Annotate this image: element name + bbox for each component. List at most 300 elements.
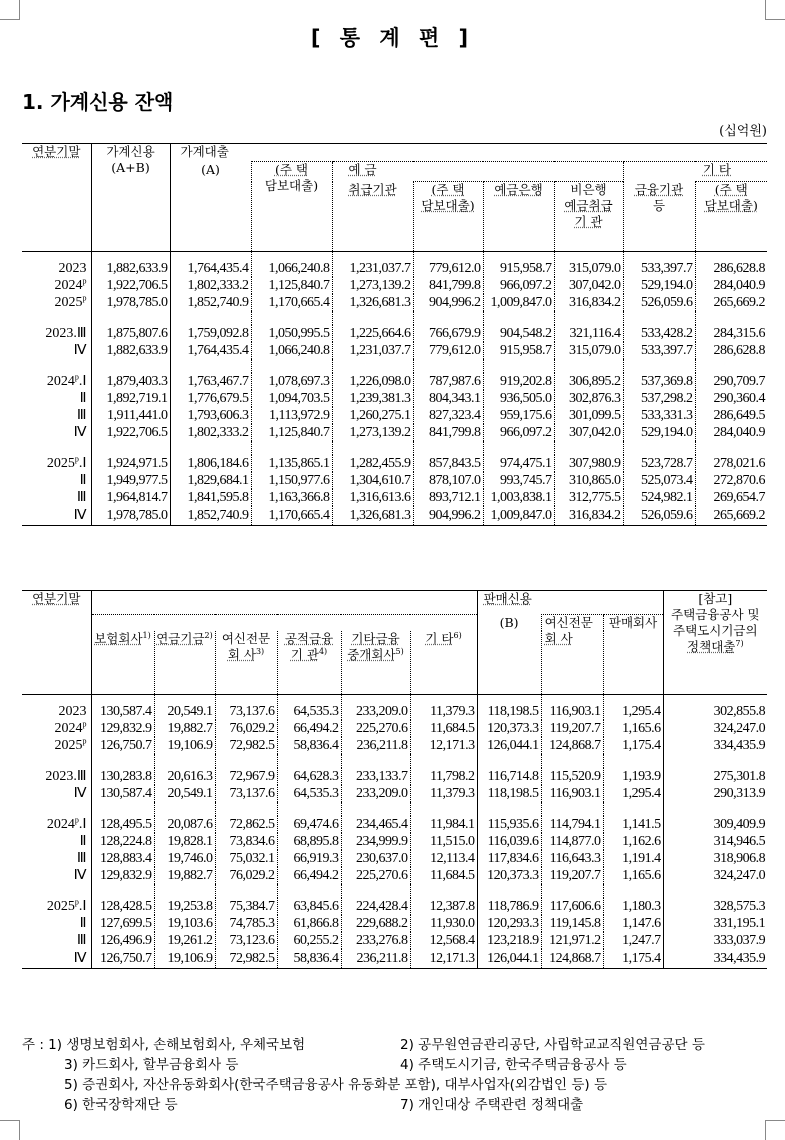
table-cell: 116,643.3 — [541, 850, 603, 867]
table-cell: 230,637.0 — [341, 850, 410, 867]
table-cell: 878,107.0 — [413, 472, 483, 489]
table-cell: 128,495.5 — [91, 816, 154, 833]
table-cell: 1,776,679.5 — [170, 390, 251, 407]
table-cell: 324,247.0 — [663, 867, 767, 884]
table-cell: 974,475.1 — [483, 455, 554, 472]
period-label: 2025$^p$.Ⅰ — [46, 897, 87, 914]
table-cell: 290,313.9 — [663, 785, 767, 802]
table-cell: 1,829,684.1 — [170, 472, 251, 489]
table-row — [22, 720, 767, 737]
nonbank-header-1: 비은행 — [570, 182, 607, 197]
etc-header: 기 타 — [425, 630, 454, 646]
table-cell: 234,465.4 — [341, 816, 410, 833]
table-cell: 779,612.0 — [413, 252, 483, 278]
table-cell: 11,930.0 — [410, 915, 477, 932]
table-cell: 58,836.4 — [277, 737, 341, 754]
table-cell: 1,009,847.0 — [483, 506, 554, 525]
table-cell: 116,903.1 — [541, 695, 603, 721]
table-cell: 1,806,184.6 — [170, 455, 251, 472]
table-cell: 290,360.4 — [695, 390, 767, 407]
housing-header-2a: (주 택 — [431, 182, 465, 197]
banks-header: 예금은행 — [494, 182, 543, 197]
table-cell: 236,211.8 — [341, 949, 410, 968]
period-label: Ⅲ — [76, 933, 87, 948]
table-cell: 19,882.7 — [154, 720, 215, 737]
table-cell: 904,996.2 — [413, 294, 483, 311]
table-cell: 331,195.1 — [663, 915, 767, 932]
table-cell: 1,193.9 — [603, 768, 663, 785]
table-cell: 129,832.9 — [91, 867, 154, 884]
deposit-sub-header: 취급기관 — [348, 181, 397, 197]
table-cell: 827,323.4 — [413, 407, 483, 424]
period-label: 2023 — [58, 261, 87, 276]
period-label: Ⅲ — [76, 408, 87, 423]
table-cell: 533,397.7 — [623, 342, 695, 359]
table-cell: 1,875,807.6 — [91, 325, 170, 342]
table-row — [22, 342, 767, 359]
period-label: Ⅳ — [73, 786, 87, 801]
table-cell: 316,834.2 — [554, 294, 623, 311]
table-cell: 68,895.8 — [277, 833, 341, 850]
table-cell: 66,494.2 — [277, 720, 341, 737]
table-cell: 529,194.0 — [623, 277, 695, 294]
table-cell: 307,980.9 — [554, 455, 623, 472]
table-row — [22, 850, 767, 867]
table-cell: 307,042.0 — [554, 277, 623, 294]
table-cell: 1,852,740.9 — [170, 506, 251, 525]
table-cell: 130,283.8 — [91, 768, 154, 785]
table-cell: 1,793,606.3 — [170, 407, 251, 424]
otherfi-header-2: 중개회사 — [347, 646, 396, 662]
table-cell: 1,882,633.9 — [91, 342, 170, 359]
table-cell: 73,834.6 — [215, 833, 277, 850]
table-cell: 11,684.5 — [410, 720, 477, 737]
table-cell: 316,834.2 — [554, 506, 623, 525]
table-cell: 290,709.7 — [695, 373, 767, 390]
table-cell: 233,209.0 — [341, 695, 410, 721]
table-cell: 76,029.2 — [215, 720, 277, 737]
table-cell: 73,123.6 — [215, 932, 277, 949]
table-cell: 537,369.8 — [623, 373, 695, 390]
table-cell: 114,877.0 — [541, 833, 603, 850]
card-header-1: 여신전문 — [221, 630, 271, 646]
etc-note: 6) — [453, 630, 462, 640]
table-cell: 120,373.3 — [477, 720, 541, 737]
table-cell: 1,802,333.2 — [170, 424, 251, 441]
footnote: 주 : 1) 생명보험회사, 손해보험회사, 우체국보험 — [22, 1037, 306, 1053]
table-cell: 314,946.5 — [663, 833, 767, 850]
table-cell: 333,037.9 — [663, 932, 767, 949]
table-cell: 284,040.9 — [695, 277, 767, 294]
table-cell: 1,949,977.5 — [91, 472, 170, 489]
sales-company-header: 판매회사 — [608, 615, 658, 630]
period-label: 2024$^p$ — [54, 276, 87, 293]
table-cell: 114,794.1 — [541, 816, 603, 833]
table-cell: 1,295.4 — [603, 785, 663, 802]
table-cell: 19,261.2 — [154, 932, 215, 949]
table-cell: 993,745.7 — [483, 472, 554, 489]
table-cell: 959,175.6 — [483, 407, 554, 424]
table-cell: 1,170,665.4 — [251, 506, 332, 525]
table-cell: 309,409.9 — [663, 816, 767, 833]
other-fi-sub-2: 등 — [652, 197, 666, 213]
period-label: 2024$^p$.Ⅰ — [46, 372, 87, 389]
table-cell: 1,165.6 — [603, 720, 663, 737]
table-cell: 64,628.3 — [277, 768, 341, 785]
table-cell: 1,125,840.7 — [251, 424, 332, 441]
period-header: 연분기말 — [32, 144, 81, 159]
table-cell: 315,079.0 — [554, 342, 623, 359]
ref-header-4: 정책대출 — [687, 639, 736, 654]
table-row — [22, 737, 767, 754]
table-row — [22, 768, 767, 785]
table-cell: 11,684.5 — [410, 867, 477, 884]
table-cell: 74,785.3 — [215, 915, 277, 932]
table-cell: 126,044.1 — [477, 737, 541, 754]
unit-label: (십억원) — [719, 124, 767, 139]
table-cell: 1,009,847.0 — [483, 294, 554, 311]
table-cell: 117,606.6 — [541, 898, 603, 915]
housing-header-2b: 담보대출) — [421, 198, 475, 213]
table-cell: 118,198.5 — [477, 695, 541, 721]
other-fi-header: 기 타 — [702, 162, 731, 177]
table-cell: 1,135,865.1 — [251, 455, 332, 472]
table-cell: 126,750.7 — [91, 737, 154, 754]
table-cell: 1,247.7 — [603, 932, 663, 949]
table-cell: 1,763,467.7 — [170, 373, 251, 390]
period-label: Ⅳ — [73, 343, 87, 358]
section-title: 1. 가계신용 잔액 — [22, 90, 174, 114]
footnote: 2) 공무원연금관리공단, 사립학교교직원연금공단 등 — [400, 1037, 705, 1053]
table-cell: 11,379.3 — [410, 695, 477, 721]
group-spacer — [22, 884, 767, 898]
table-row — [22, 373, 767, 390]
table-cell: 334,435.9 — [663, 949, 767, 968]
table-cell: 1,922,706.5 — [91, 424, 170, 441]
table-cell: 233,133.7 — [341, 768, 410, 785]
table-cell: 11,515.0 — [410, 833, 477, 850]
table-cell: 19,746.0 — [154, 850, 215, 867]
table-cell: 523,728.7 — [623, 455, 695, 472]
table-cell: 1,175.4 — [603, 949, 663, 968]
table-cell: 115,520.9 — [541, 768, 603, 785]
table-cell: 119,207.7 — [541, 720, 603, 737]
table-cell: 12,171.3 — [410, 949, 477, 968]
table-cell: 904,548.2 — [483, 325, 554, 342]
table-cell: 12,171.3 — [410, 737, 477, 754]
footnotes — [22, 1035, 772, 1115]
period-label: Ⅱ — [79, 473, 87, 488]
table-cell: 306,895.2 — [554, 373, 623, 390]
table-cell: 12,113.4 — [410, 850, 477, 867]
table-cell: 73,137.6 — [215, 695, 277, 721]
table-cell: 1,879,403.3 — [91, 373, 170, 390]
table-cell: 1,165.6 — [603, 867, 663, 884]
table-cell: 236,211.8 — [341, 737, 410, 754]
table-cell: 1,892,719.1 — [91, 390, 170, 407]
table-cell: 76,029.2 — [215, 867, 277, 884]
table-cell: 1,304,610.7 — [332, 472, 413, 489]
period-label: 2025$^p$ — [54, 293, 87, 310]
group-spacer — [22, 359, 767, 373]
table-cell: 1,764,435.4 — [170, 252, 251, 278]
table-cell: 533,331.3 — [623, 407, 695, 424]
table-cell: 272,870.6 — [695, 472, 767, 489]
table-cell: 286,649.5 — [695, 407, 767, 424]
table-row — [22, 489, 767, 506]
table-cell: 75,032.1 — [215, 850, 277, 867]
table-cell: 60,255.2 — [277, 932, 341, 949]
footnote-row — [22, 1095, 772, 1115]
table-cell: 1,911,441.0 — [91, 407, 170, 424]
group-spacer — [22, 802, 767, 816]
table-cell: 334,435.9 — [663, 737, 767, 754]
ref-header-1: [참고] — [698, 591, 733, 606]
public-header-1: 공적금융 — [284, 630, 334, 646]
crop-mark-bottom-left — [0, 1120, 20, 1140]
footnote: 6) 한국장학재단 등 — [64, 1097, 178, 1113]
table-cell: 1,163,366.8 — [251, 489, 332, 506]
ref-header-3: 주택도시기금의 — [673, 623, 758, 638]
table-cell: 533,397.7 — [623, 252, 695, 278]
table-cell: 19,106.9 — [154, 737, 215, 754]
table-cell: 1,282,455.9 — [332, 455, 413, 472]
table2-body — [22, 695, 767, 969]
table-cell: 64,535.3 — [277, 785, 341, 802]
table-cell: 275,301.8 — [663, 768, 767, 785]
table-row — [22, 455, 767, 472]
table-cell: 904,996.2 — [413, 506, 483, 525]
table-cell: 63,845.6 — [277, 898, 341, 915]
table-cell: 19,828.1 — [154, 833, 215, 850]
table-row — [22, 472, 767, 489]
table-cell: 66,919.3 — [277, 850, 341, 867]
table-cell: 1,180.3 — [603, 898, 663, 915]
table-cell: 118,198.5 — [477, 785, 541, 802]
period-label: 2023.Ⅲ — [45, 769, 87, 784]
table-cell: 278,021.6 — [695, 455, 767, 472]
table-row — [22, 390, 767, 407]
table-cell: 126,496.9 — [91, 932, 154, 949]
table-cell: 19,103.6 — [154, 915, 215, 932]
table-cell: 1,978,785.0 — [91, 506, 170, 525]
table-cell: 130,587.4 — [91, 785, 154, 802]
table-cell: 12,568.4 — [410, 932, 477, 949]
table-cell: 537,298.2 — [623, 390, 695, 407]
table-cell: 123,218.9 — [477, 932, 541, 949]
sales-sub-header: (B) — [499, 614, 519, 630]
table-cell: 1,066,240.8 — [251, 342, 332, 359]
table-cell: 1,764,435.4 — [170, 342, 251, 359]
table-cell: 1,326,681.3 — [332, 506, 413, 525]
table-cell: 1,922,706.5 — [91, 277, 170, 294]
housing-header-1b: 담보대출) — [264, 178, 319, 193]
table-cell: 318,906.8 — [663, 850, 767, 867]
table-cell: 915,958.7 — [483, 252, 554, 278]
group-spacer — [22, 441, 767, 455]
table-cell: 324,247.0 — [663, 720, 767, 737]
table-cell: 966,097.2 — [483, 424, 554, 441]
public-header-2: 기 관 — [290, 646, 319, 662]
table-cell: 1,759,092.8 — [170, 325, 251, 342]
housing-header-3a: (주 택 — [714, 182, 748, 197]
table-cell: 533,428.2 — [623, 325, 695, 342]
table-cell: 11,798.2 — [410, 768, 477, 785]
table-cell: 64,535.3 — [277, 695, 341, 721]
sales-card-1: 여신전문 — [544, 615, 593, 630]
table-cell: 328,575.3 — [663, 898, 767, 915]
table-cell: 1,273,139.2 — [332, 277, 413, 294]
table-row — [22, 294, 767, 311]
table-cell: 225,270.6 — [341, 867, 410, 884]
table-cell: 11,984.1 — [410, 816, 477, 833]
table-cell: 286,628.8 — [695, 342, 767, 359]
table-cell: 1,150,977.6 — [251, 472, 332, 489]
table-cell: 1,175.4 — [603, 737, 663, 754]
table-cell: 75,384.7 — [215, 898, 277, 915]
table-cell: 315,079.0 — [554, 252, 623, 278]
table-cell: 1,882,633.9 — [91, 252, 170, 278]
table-cell: 1,852,740.9 — [170, 294, 251, 311]
table-cell: 312,775.5 — [554, 489, 623, 506]
table-cell: 120,373.3 — [477, 867, 541, 884]
table-cell: 120,293.3 — [477, 915, 541, 932]
footnote: 5) 증권회사, 자산유동화회사(한국주택금융공사 유동화분 포함), 대부사업자(외감법인 등) 등 — [64, 1077, 608, 1093]
table-cell: 301,099.5 — [554, 407, 623, 424]
nonbank-header-3: 기 관 — [574, 214, 603, 229]
period-label: Ⅳ — [22, 949, 91, 968]
period-label: Ⅱ — [79, 834, 87, 849]
table-cell: 116,039.6 — [477, 833, 541, 850]
table-cell: 1,078,697.3 — [251, 373, 332, 390]
table-cell: 1,141.5 — [603, 816, 663, 833]
table-cell: 787,987.6 — [413, 373, 483, 390]
table-cell: 233,209.0 — [341, 785, 410, 802]
period-label: 2025$^p$.Ⅰ — [46, 454, 87, 471]
table-cell: 72,982.5 — [215, 737, 277, 754]
crop-mark-top-right — [765, 0, 785, 20]
table-cell: 1,003,838.1 — [483, 489, 554, 506]
table-cell: 321,116.4 — [554, 325, 623, 342]
otherfi-header-1: 기타금융 — [351, 630, 400, 646]
period-label: 2023.Ⅲ — [45, 326, 87, 341]
period-label: 2023 — [58, 704, 87, 719]
table-cell: 1,113,972.9 — [251, 407, 332, 424]
footnote: 4) 주택도시기금, 한국주택금융공사 등 — [400, 1057, 627, 1073]
table-cell: 117,834.6 — [477, 850, 541, 867]
footnote-row — [22, 1055, 772, 1075]
crop-mark-top-left — [0, 0, 20, 20]
period-label: Ⅲ — [76, 490, 87, 505]
period-label: Ⅲ — [76, 851, 87, 866]
table-cell: 12,387.8 — [410, 898, 477, 915]
table-cell: 857,843.5 — [413, 455, 483, 472]
period-header-2: 연분기말 — [32, 591, 81, 606]
table-cell: 116,714.8 — [477, 768, 541, 785]
table-cell: 119,207.7 — [541, 867, 603, 884]
table-cell: 1,094,703.5 — [251, 390, 332, 407]
table-cell: 20,549.1 — [154, 695, 215, 721]
public-note: 4) — [318, 646, 328, 656]
housing-header-1a: (주 택 — [274, 162, 308, 177]
table-cell: 124,868.7 — [541, 737, 603, 754]
period-label: Ⅱ — [79, 391, 87, 406]
table-row — [22, 785, 767, 802]
table-cell: 127,699.5 — [91, 915, 154, 932]
table-cell: 19,882.7 — [154, 867, 215, 884]
loans-sub-header: (A) — [201, 161, 220, 177]
nonbank-header-2: 예금취급 — [564, 198, 613, 213]
table-cell: 1,239,381.3 — [332, 390, 413, 407]
footnote: 3) 카드회사, 할부금융회사 등 — [64, 1057, 239, 1073]
period-label: 2025$^p$ — [54, 736, 87, 753]
table-cell: 129,832.9 — [91, 720, 154, 737]
table-cell: 119,145.8 — [541, 915, 603, 932]
table-cell: 1,273,139.2 — [332, 424, 413, 441]
household-credit-table-2 — [22, 590, 767, 969]
table-cell: 966,097.2 — [483, 277, 554, 294]
table-cell: 118,786.9 — [477, 898, 541, 915]
table-cell: 284,040.9 — [695, 424, 767, 441]
table-row — [22, 325, 767, 342]
table-cell: 269,654.7 — [695, 489, 767, 506]
period-label: Ⅳ — [22, 506, 91, 525]
table-row — [22, 277, 767, 294]
footnote: 7) 개인대상 주택관련 정책대출 — [400, 1097, 584, 1113]
group-spacer — [22, 311, 767, 325]
table-cell: 841,799.8 — [413, 277, 483, 294]
other-fi-sub-1: 금융기관 — [634, 181, 684, 197]
loans-header: 가계대출 — [180, 144, 229, 159]
credit-header: 가계신용 — [106, 144, 155, 159]
table-cell: 1,050,995.5 — [251, 325, 332, 342]
pension-note: 2) — [204, 630, 213, 640]
table-cell: 20,549.1 — [154, 785, 215, 802]
table-cell: 130,587.4 — [91, 695, 154, 721]
table-cell: 19,253.8 — [154, 898, 215, 915]
table-cell: 72,967.9 — [215, 768, 277, 785]
table-cell: 61,866.8 — [277, 915, 341, 932]
table-cell: 126,750.7 — [91, 949, 154, 968]
table-cell: 302,876.3 — [554, 390, 623, 407]
table-cell: 20,616.3 — [154, 768, 215, 785]
table-cell: 1,231,037.7 — [332, 342, 413, 359]
household-credit-table — [22, 143, 767, 526]
card-note: 3) — [255, 646, 265, 656]
table-cell: 116,903.1 — [541, 785, 603, 802]
table-cell: 11,379.3 — [410, 785, 477, 802]
sales-credit-header: 판매신용 — [483, 591, 532, 606]
table-cell: 1,125,840.7 — [251, 277, 332, 294]
table-cell: 224,428.4 — [341, 898, 410, 915]
table-row — [22, 833, 767, 850]
table-cell: 121,971.2 — [541, 932, 603, 949]
table-cell: 72,982.5 — [215, 949, 277, 968]
table-cell: 804,343.1 — [413, 390, 483, 407]
table-row — [22, 898, 767, 915]
table-cell: 73,137.6 — [215, 785, 277, 802]
table-cell: 58,836.4 — [277, 949, 341, 968]
table-row — [22, 506, 767, 525]
table-cell: 1,170,665.4 — [251, 294, 332, 311]
table-cell: 302,855.8 — [663, 695, 767, 721]
table-row — [22, 949, 767, 968]
table-cell: 1,316,613.6 — [332, 489, 413, 506]
ref-note: 7) — [735, 638, 744, 648]
housing-header-3b: 담보대출) — [704, 198, 758, 213]
table-cell: 1,841,595.8 — [170, 489, 251, 506]
table-cell: 69,474.6 — [277, 816, 341, 833]
